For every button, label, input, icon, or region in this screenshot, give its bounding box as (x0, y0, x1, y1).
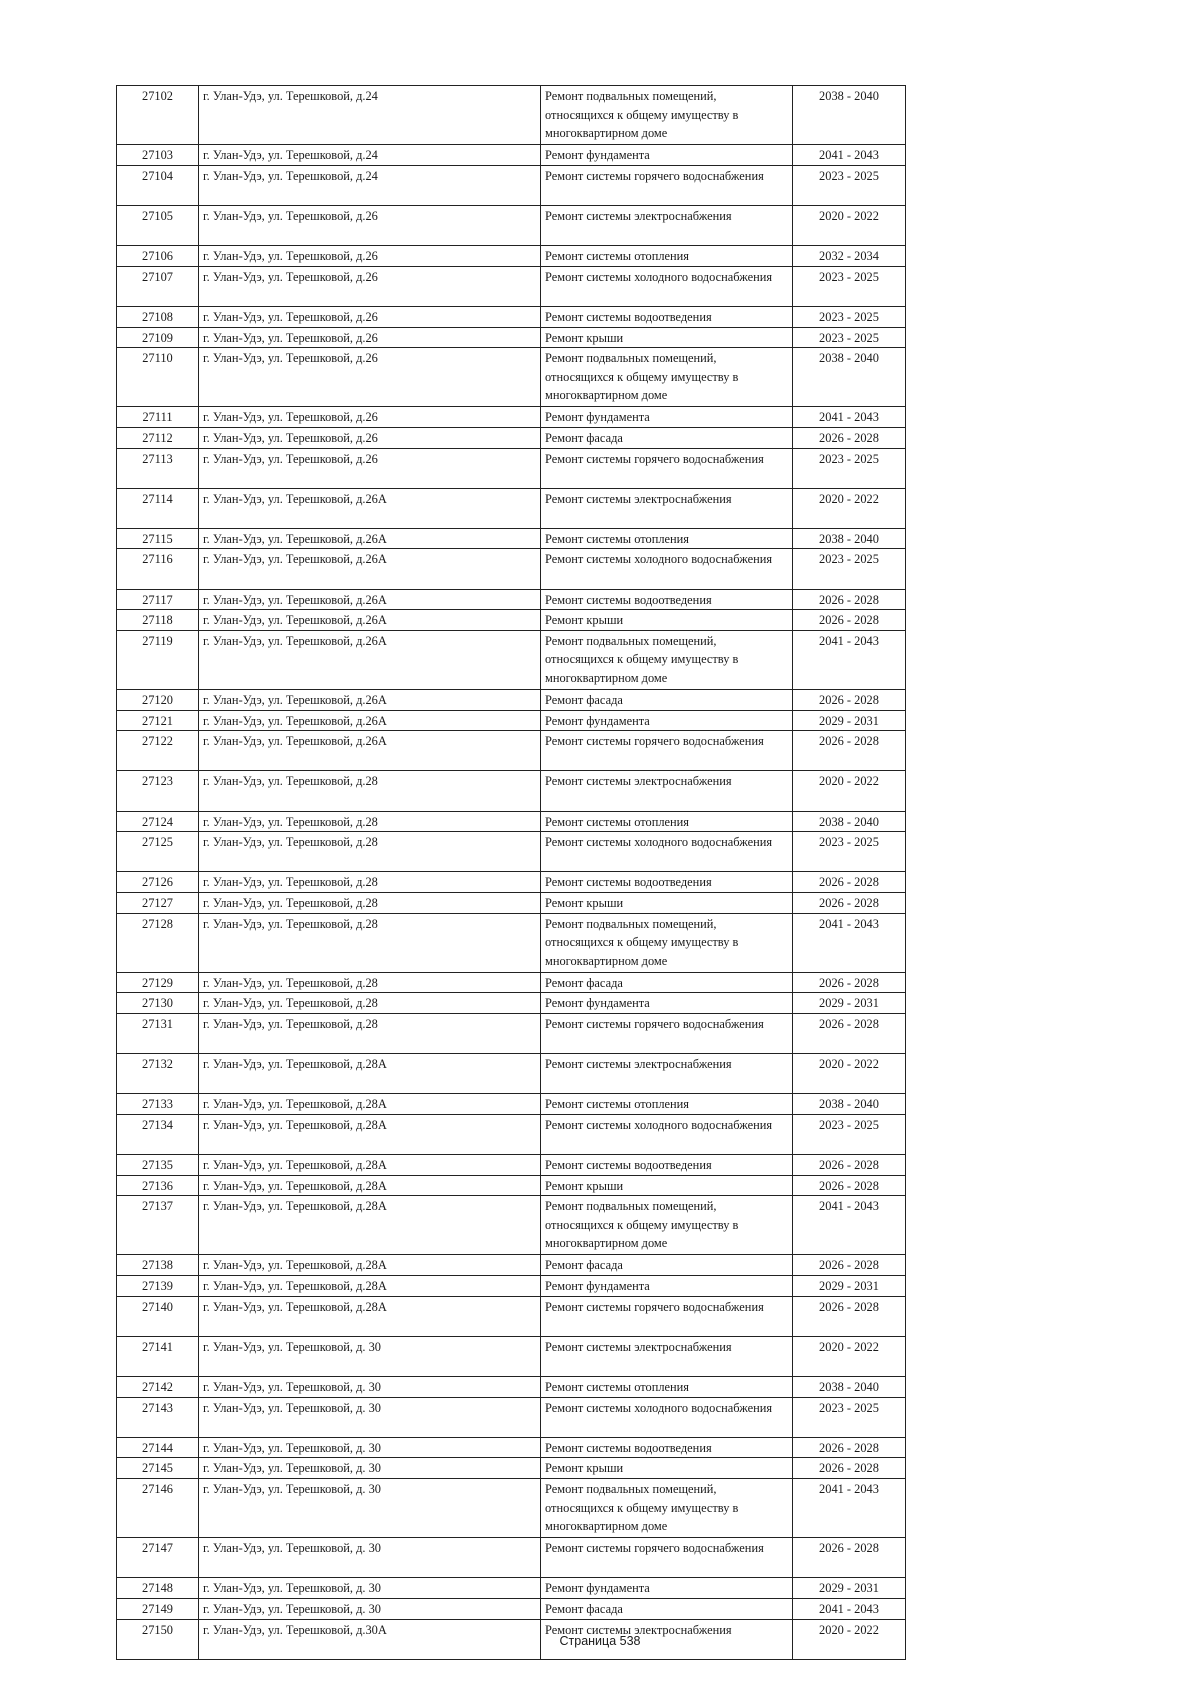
address-cell: г. Улан-Удэ, ул. Терешковой, д. 30 (199, 1377, 541, 1398)
row-number-cell: 27142 (117, 1377, 199, 1398)
period-cell: 2020 - 2022 (793, 1619, 906, 1659)
table-row (117, 1094, 906, 1115)
row-number-cell: 27112 (117, 427, 199, 448)
row-number-cell: 27102 (117, 86, 199, 145)
table-row (117, 246, 906, 267)
row-number-cell: 27114 (117, 488, 199, 528)
table-row (117, 1276, 906, 1297)
work-type-cell: Ремонт системы холодного водоснабжения (541, 549, 793, 589)
period-cell: 2023 - 2025 (793, 266, 906, 306)
row-number-cell: 27125 (117, 832, 199, 872)
address-cell: г. Улан-Удэ, ул. Терешковой, д.26 (199, 266, 541, 306)
period-cell: 2023 - 2025 (793, 306, 906, 327)
address-cell: г. Улан-Удэ, ул. Терешковой, д.26 (199, 246, 541, 267)
address-cell: г. Улан-Удэ, ул. Терешковой, д.26А (199, 528, 541, 549)
table-row (117, 1437, 906, 1458)
row-number-cell: 27107 (117, 266, 199, 306)
period-cell: 2029 - 2031 (793, 710, 906, 731)
table-row (117, 348, 906, 407)
address-cell: г. Улан-Удэ, ул. Терешковой, д.28 (199, 832, 541, 872)
address-cell: г. Улан-Удэ, ул. Терешковой, д.26 (199, 348, 541, 407)
address-cell: г. Улан-Удэ, ул. Терешковой, д.28А (199, 1296, 541, 1336)
period-cell: 2026 - 2028 (793, 1175, 906, 1196)
period-cell: 2038 - 2040 (793, 1094, 906, 1115)
address-cell: г. Улан-Удэ, ул. Терешковой, д.26 (199, 306, 541, 327)
row-number-cell: 27137 (117, 1196, 199, 1255)
period-cell: 2041 - 2043 (793, 913, 906, 972)
row-number-cell: 27147 (117, 1538, 199, 1578)
row-number-cell: 27119 (117, 630, 199, 689)
address-cell: г. Улан-Удэ, ул. Терешковой, д.26А (199, 488, 541, 528)
row-number-cell: 27130 (117, 993, 199, 1014)
row-number-cell: 27132 (117, 1054, 199, 1094)
work-type-cell: Ремонт системы горячего водоснабжения (541, 1538, 793, 1578)
table-row (117, 589, 906, 610)
table-row (117, 1155, 906, 1176)
period-cell: 2041 - 2043 (793, 1196, 906, 1255)
row-number-cell: 27148 (117, 1578, 199, 1599)
period-cell: 2026 - 2028 (793, 1013, 906, 1053)
row-number-cell: 27129 (117, 972, 199, 993)
address-cell: г. Улан-Удэ, ул. Терешковой, д.28 (199, 771, 541, 811)
address-cell: г. Улан-Удэ, ул. Терешковой, д.28 (199, 892, 541, 913)
period-cell: 2023 - 2025 (793, 832, 906, 872)
work-type-cell: Ремонт фундамента (541, 407, 793, 428)
work-type-cell: Ремонт системы отопления (541, 1094, 793, 1115)
table-row (117, 427, 906, 448)
row-number-cell: 27144 (117, 1437, 199, 1458)
work-type-cell: Ремонт системы электроснабжения (541, 1619, 793, 1659)
period-cell: 2029 - 2031 (793, 1276, 906, 1297)
work-type-cell: Ремонт фасада (541, 427, 793, 448)
period-cell: 2026 - 2028 (793, 690, 906, 711)
table-row (117, 1013, 906, 1053)
work-type-cell: Ремонт системы отопления (541, 528, 793, 549)
work-type-cell: Ремонт фундамента (541, 1276, 793, 1297)
row-number-cell: 27121 (117, 710, 199, 731)
table-row (117, 1196, 906, 1255)
period-cell: 2026 - 2028 (793, 1538, 906, 1578)
work-type-cell: Ремонт системы отопления (541, 246, 793, 267)
table-row (117, 731, 906, 771)
period-cell: 2026 - 2028 (793, 892, 906, 913)
period-cell: 2029 - 2031 (793, 1578, 906, 1599)
work-type-cell: Ремонт крыши (541, 1458, 793, 1479)
period-cell: 2038 - 2040 (793, 528, 906, 549)
period-cell: 2026 - 2028 (793, 1458, 906, 1479)
table-row (117, 1296, 906, 1336)
work-type-cell: Ремонт подвальных помещений, относящихся к общему имуществу в многоквартирном доме (541, 630, 793, 689)
work-type-cell: Ремонт системы холодного водоснабжения (541, 1114, 793, 1154)
table-row (117, 690, 906, 711)
table-row (117, 892, 906, 913)
work-type-cell: Ремонт системы водоотведения (541, 306, 793, 327)
address-cell: г. Улан-Удэ, ул. Терешковой, д.24 (199, 86, 541, 145)
period-cell: 2026 - 2028 (793, 731, 906, 771)
period-cell: 2029 - 2031 (793, 993, 906, 1014)
address-cell: г. Улан-Удэ, ул. Терешковой, д.26А (199, 589, 541, 610)
table-row (117, 1397, 906, 1437)
period-cell: 2038 - 2040 (793, 86, 906, 145)
address-cell: г. Улан-Удэ, ул. Терешковой, д.26А (199, 690, 541, 711)
table-row (117, 1578, 906, 1599)
row-number-cell: 27124 (117, 811, 199, 832)
table-row (117, 549, 906, 589)
period-cell: 2023 - 2025 (793, 1114, 906, 1154)
row-number-cell: 27104 (117, 165, 199, 205)
period-cell: 2026 - 2028 (793, 610, 906, 631)
work-type-cell: Ремонт системы водоотведения (541, 589, 793, 610)
table-row (117, 205, 906, 245)
table-row (117, 488, 906, 528)
address-cell: г. Улан-Удэ, ул. Терешковой, д. 30 (199, 1397, 541, 1437)
address-cell: г. Улан-Удэ, ул. Терешковой, д.28А (199, 1196, 541, 1255)
work-type-cell: Ремонт подвальных помещений, относящихся к общему имуществу в многоквартирном доме (541, 1479, 793, 1538)
row-number-cell: 27145 (117, 1458, 199, 1479)
address-cell: г. Улан-Удэ, ул. Терешковой, д.26А (199, 610, 541, 631)
period-cell: 2023 - 2025 (793, 448, 906, 488)
row-number-cell: 27135 (117, 1155, 199, 1176)
period-cell: 2026 - 2028 (793, 589, 906, 610)
table-row (117, 972, 906, 993)
row-number-cell: 27116 (117, 549, 199, 589)
work-type-cell: Ремонт системы электроснабжения (541, 771, 793, 811)
work-type-cell: Ремонт подвальных помещений, относящихся к общему имуществу в многоквартирном доме (541, 913, 793, 972)
row-number-cell: 27117 (117, 589, 199, 610)
period-cell: 2041 - 2043 (793, 630, 906, 689)
work-type-cell: Ремонт системы холодного водоснабжения (541, 1397, 793, 1437)
address-cell: г. Улан-Удэ, ул. Терешковой, д.26А (199, 549, 541, 589)
table-row (117, 1598, 906, 1619)
table-row (117, 165, 906, 205)
table-row (117, 811, 906, 832)
address-cell: г. Улан-Удэ, ул. Терешковой, д.24 (199, 165, 541, 205)
row-number-cell: 27133 (117, 1094, 199, 1115)
row-number-cell: 27109 (117, 327, 199, 348)
period-cell: 2023 - 2025 (793, 327, 906, 348)
address-cell: г. Улан-Удэ, ул. Терешковой, д. 30 (199, 1437, 541, 1458)
table-row (117, 448, 906, 488)
row-number-cell: 27149 (117, 1598, 199, 1619)
work-type-cell: Ремонт системы горячего водоснабжения (541, 1013, 793, 1053)
row-number-cell: 27140 (117, 1296, 199, 1336)
address-cell: г. Улан-Удэ, ул. Терешковой, д. 30 (199, 1538, 541, 1578)
period-cell: 2026 - 2028 (793, 1296, 906, 1336)
period-cell: 2023 - 2025 (793, 549, 906, 589)
work-type-cell: Ремонт системы электроснабжения (541, 488, 793, 528)
table-row (117, 327, 906, 348)
work-type-cell: Ремонт крыши (541, 327, 793, 348)
address-cell: г. Улан-Удэ, ул. Терешковой, д.24 (199, 145, 541, 166)
work-type-cell: Ремонт подвальных помещений, относящихся к общему имуществу в многоквартирном доме (541, 348, 793, 407)
work-type-cell: Ремонт системы электроснабжения (541, 1054, 793, 1094)
period-cell: 2020 - 2022 (793, 205, 906, 245)
address-cell: г. Улан-Удэ, ул. Терешковой, д.26А (199, 731, 541, 771)
work-type-cell: Ремонт фундамента (541, 993, 793, 1014)
row-number-cell: 27127 (117, 892, 199, 913)
work-type-cell: Ремонт системы водоотведения (541, 1155, 793, 1176)
work-type-cell: Ремонт системы электроснабжения (541, 1336, 793, 1376)
period-cell: 2023 - 2025 (793, 1397, 906, 1437)
work-type-cell: Ремонт системы горячего водоснабжения (541, 1296, 793, 1336)
row-number-cell: 27150 (117, 1619, 199, 1659)
row-number-cell: 27131 (117, 1013, 199, 1053)
address-cell: г. Улан-Удэ, ул. Терешковой, д.28А (199, 1155, 541, 1176)
work-type-cell: Ремонт фундамента (541, 1578, 793, 1599)
table-row (117, 630, 906, 689)
work-type-cell: Ремонт фасада (541, 972, 793, 993)
table-row (117, 528, 906, 549)
work-type-cell: Ремонт фасада (541, 690, 793, 711)
table-row (117, 993, 906, 1014)
table-row (117, 1175, 906, 1196)
period-cell: 2041 - 2043 (793, 1598, 906, 1619)
row-number-cell: 27115 (117, 528, 199, 549)
work-type-cell: Ремонт системы отопления (541, 811, 793, 832)
work-type-cell: Ремонт системы водоотведения (541, 1437, 793, 1458)
address-cell: г. Улан-Удэ, ул. Терешковой, д.28 (199, 811, 541, 832)
row-number-cell: 27141 (117, 1336, 199, 1376)
table-row (117, 407, 906, 428)
address-cell: г. Улан-Удэ, ул. Терешковой, д.28 (199, 913, 541, 972)
address-cell: г. Улан-Удэ, ул. Терешковой, д. 30 (199, 1458, 541, 1479)
work-type-cell: Ремонт подвальных помещений, относящихся к общему имуществу в многоквартирном доме (541, 86, 793, 145)
address-cell: г. Улан-Удэ, ул. Терешковой, д.26А (199, 710, 541, 731)
table-row (117, 1458, 906, 1479)
table-row (117, 1377, 906, 1398)
row-number-cell: 27110 (117, 348, 199, 407)
period-cell: 2038 - 2040 (793, 348, 906, 407)
address-cell: г. Улан-Удэ, ул. Терешковой, д.26 (199, 407, 541, 428)
row-number-cell: 27146 (117, 1479, 199, 1538)
row-number-cell: 27126 (117, 872, 199, 893)
table-row (117, 1054, 906, 1094)
period-cell: 2032 - 2034 (793, 246, 906, 267)
row-number-cell: 27122 (117, 731, 199, 771)
period-cell: 2026 - 2028 (793, 1255, 906, 1276)
work-type-cell: Ремонт системы отопления (541, 1377, 793, 1398)
period-cell: 2026 - 2028 (793, 872, 906, 893)
repair-schedule-table (116, 85, 906, 1660)
address-cell: г. Улан-Удэ, ул. Терешковой, д.28А (199, 1114, 541, 1154)
table-row (117, 1255, 906, 1276)
work-type-cell: Ремонт фасада (541, 1598, 793, 1619)
row-number-cell: 27118 (117, 610, 199, 631)
table-row (117, 872, 906, 893)
address-cell: г. Улан-Удэ, ул. Терешковой, д.28 (199, 872, 541, 893)
address-cell: г. Улан-Удэ, ул. Терешковой, д.28 (199, 972, 541, 993)
period-cell: 2026 - 2028 (793, 1437, 906, 1458)
work-type-cell: Ремонт системы водоотведения (541, 872, 793, 893)
period-cell: 2020 - 2022 (793, 488, 906, 528)
row-number-cell: 27136 (117, 1175, 199, 1196)
row-number-cell: 27108 (117, 306, 199, 327)
row-number-cell: 27105 (117, 205, 199, 245)
table-row (117, 610, 906, 631)
work-type-cell: Ремонт системы горячего водоснабжения (541, 448, 793, 488)
work-type-cell: Ремонт крыши (541, 1175, 793, 1196)
address-cell: г. Улан-Удэ, ул. Терешковой, д.28 (199, 993, 541, 1014)
address-cell: г. Улан-Удэ, ул. Терешковой, д.28А (199, 1175, 541, 1196)
work-type-cell: Ремонт подвальных помещений, относящихся к общему имуществу в многоквартирном доме (541, 1196, 793, 1255)
address-cell: г. Улан-Удэ, ул. Терешковой, д.26 (199, 427, 541, 448)
address-cell: г. Улан-Удэ, ул. Терешковой, д.28А (199, 1054, 541, 1094)
page-footer: Страница 538 (559, 1634, 641, 1648)
address-cell: г. Улан-Удэ, ул. Терешковой, д. 30 (199, 1598, 541, 1619)
table-row (117, 266, 906, 306)
table-row (117, 771, 906, 811)
table-row (117, 145, 906, 166)
row-number-cell: 27134 (117, 1114, 199, 1154)
table-body (117, 86, 906, 1660)
table-row (117, 1114, 906, 1154)
table-row (117, 306, 906, 327)
row-number-cell: 27143 (117, 1397, 199, 1437)
work-type-cell: Ремонт системы горячего водоснабжения (541, 165, 793, 205)
address-cell: г. Улан-Удэ, ул. Терешковой, д.26 (199, 205, 541, 245)
period-cell: 2026 - 2028 (793, 427, 906, 448)
table-row (117, 86, 906, 145)
address-cell: г. Улан-Удэ, ул. Терешковой, д.28А (199, 1094, 541, 1115)
row-number-cell: 27139 (117, 1276, 199, 1297)
period-cell: 2026 - 2028 (793, 972, 906, 993)
address-cell: г. Улан-Удэ, ул. Терешковой, д. 30 (199, 1479, 541, 1538)
row-number-cell: 27106 (117, 246, 199, 267)
address-cell: г. Улан-Удэ, ул. Терешковой, д.26А (199, 630, 541, 689)
period-cell: 2026 - 2028 (793, 1155, 906, 1176)
table-row (117, 1538, 906, 1578)
table-row (117, 710, 906, 731)
row-number-cell: 27128 (117, 913, 199, 972)
row-number-cell: 27123 (117, 771, 199, 811)
address-cell: г. Улан-Удэ, ул. Терешковой, д.28А (199, 1255, 541, 1276)
period-cell: 2041 - 2043 (793, 145, 906, 166)
work-type-cell: Ремонт фундамента (541, 710, 793, 731)
work-type-cell: Ремонт системы электроснабжения (541, 205, 793, 245)
work-type-cell: Ремонт системы горячего водоснабжения (541, 731, 793, 771)
period-cell: 2020 - 2022 (793, 1336, 906, 1376)
work-type-cell: Ремонт крыши (541, 892, 793, 913)
table-row (117, 1336, 906, 1376)
period-cell: 2020 - 2022 (793, 1054, 906, 1094)
period-cell: 2038 - 2040 (793, 1377, 906, 1398)
address-cell: г. Улан-Удэ, ул. Терешковой, д.26 (199, 448, 541, 488)
work-type-cell: Ремонт крыши (541, 610, 793, 631)
period-cell: 2038 - 2040 (793, 811, 906, 832)
work-type-cell: Ремонт фундамента (541, 145, 793, 166)
address-cell: г. Улан-Удэ, ул. Терешковой, д.26 (199, 327, 541, 348)
period-cell: 2041 - 2043 (793, 1479, 906, 1538)
address-cell: г. Улан-Удэ, ул. Терешковой, д.28А (199, 1276, 541, 1297)
period-cell: 2023 - 2025 (793, 165, 906, 205)
period-cell: 2041 - 2043 (793, 407, 906, 428)
work-type-cell: Ремонт системы холодного водоснабжения (541, 266, 793, 306)
row-number-cell: 27138 (117, 1255, 199, 1276)
work-type-cell: Ремонт фасада (541, 1255, 793, 1276)
address-cell: г. Улан-Удэ, ул. Терешковой, д.28 (199, 1013, 541, 1053)
work-type-cell: Ремонт системы холодного водоснабжения (541, 832, 793, 872)
row-number-cell: 27113 (117, 448, 199, 488)
period-cell: 2020 - 2022 (793, 771, 906, 811)
table-row (117, 1479, 906, 1538)
address-cell: г. Улан-Удэ, ул. Терешковой, д. 30 (199, 1578, 541, 1599)
row-number-cell: 27120 (117, 690, 199, 711)
table-row (117, 832, 906, 872)
row-number-cell: 27103 (117, 145, 199, 166)
table-row (117, 913, 906, 972)
address-cell: г. Улан-Удэ, ул. Терешковой, д. 30 (199, 1336, 541, 1376)
row-number-cell: 27111 (117, 407, 199, 428)
address-cell: г. Улан-Удэ, ул. Терешковой, д.30А (199, 1619, 541, 1659)
